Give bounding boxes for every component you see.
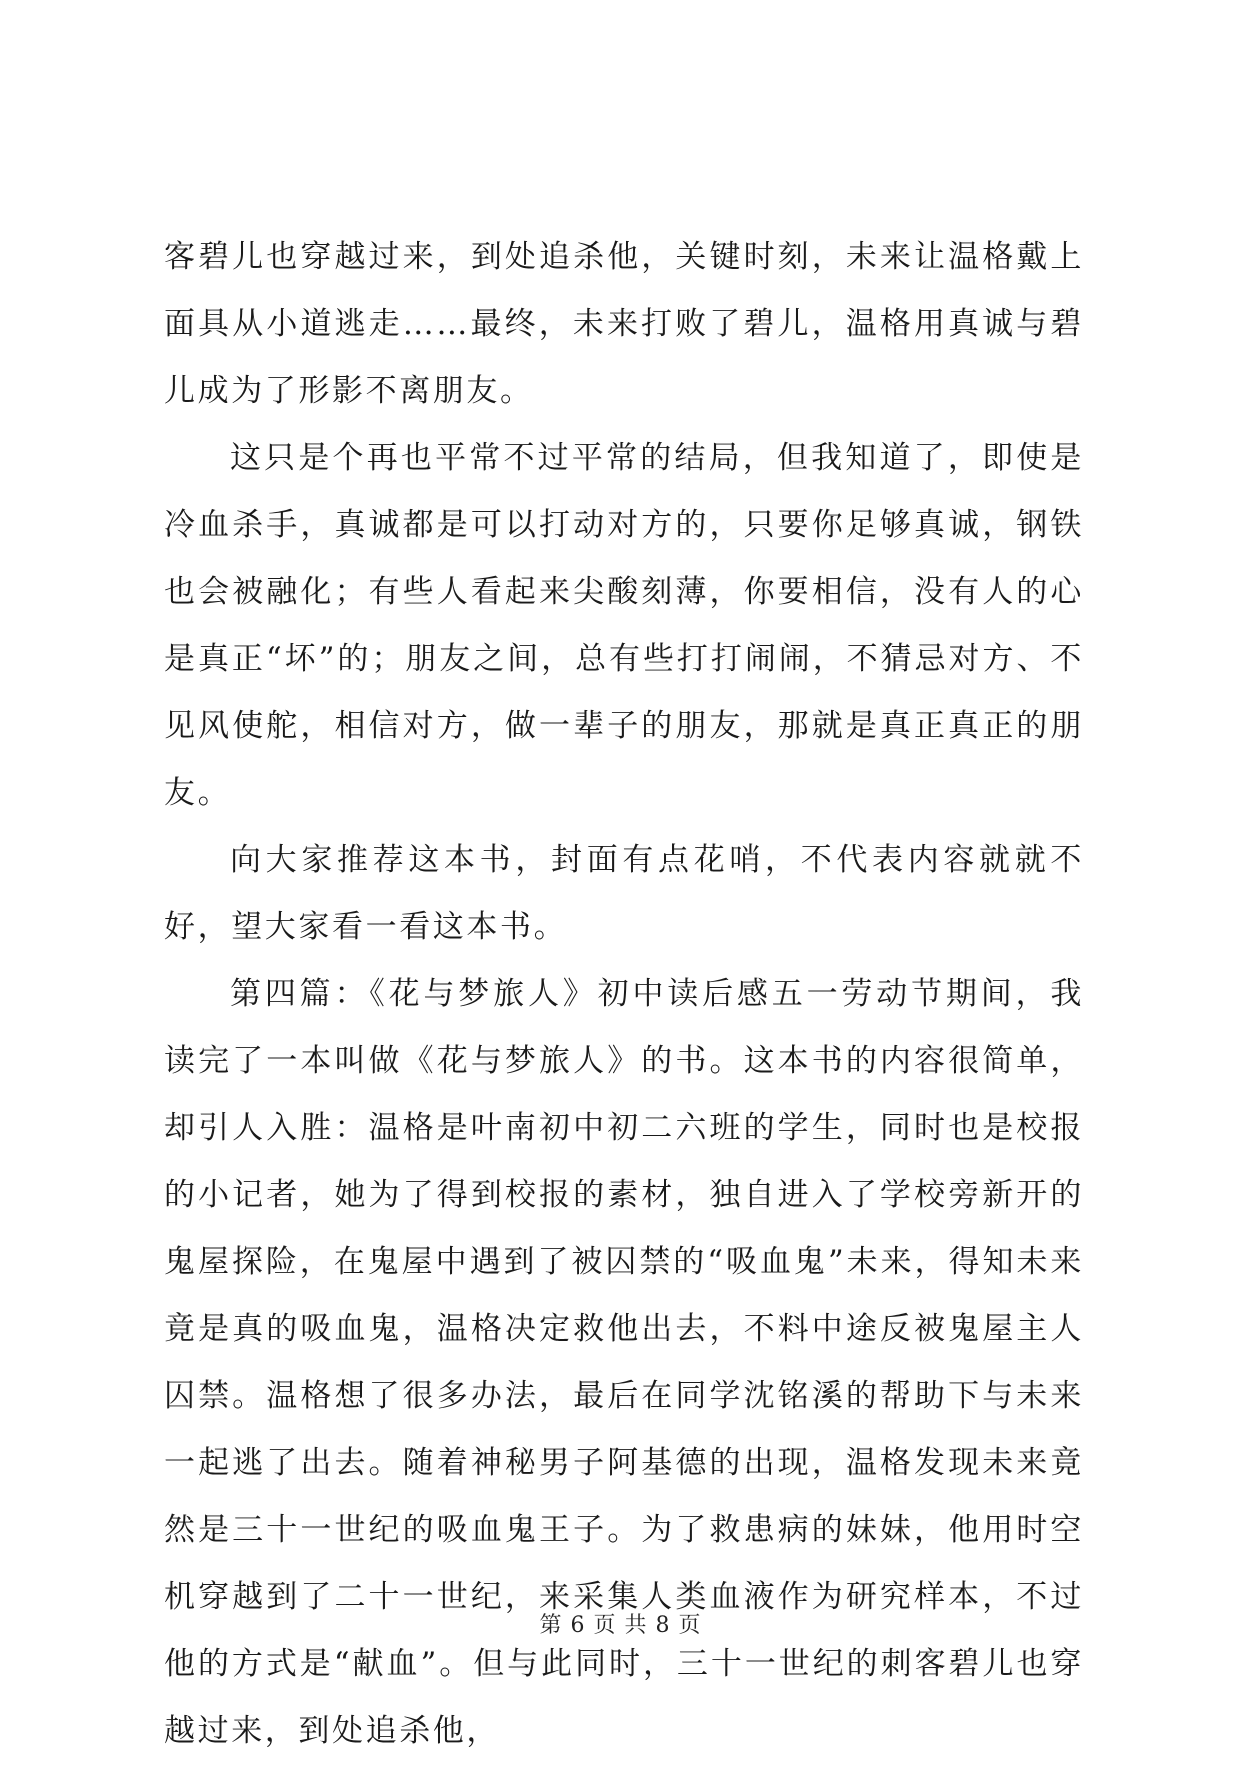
paragraph-recommendation: 向大家推荐这本书，封面有点花哨，不代表内容就就不好，望大家看一看这本书。 (164, 842, 1084, 945)
page-number-footer: 第 6 页 共 8 页 (539, 1613, 702, 1638)
document-body (164, 224, 1084, 1765)
paragraph-fourth-article: 第四篇：《花与梦旅人》初中读后感五一劳动节期间，我读完了一本叫做《花与梦旅人》的书。这本书的内容很简单，却引人入胜：温格是叶南初中初二六班的学生，同时也是校报的小记者，她为了得到校报的素材，独自进入了学校旁新开的鬼屋探险，在鬼屋中遇到了被囚禁的“吸血鬼”未来，得知未来竟是真的吸血鬼，温格决定救他出去，不料中途反被鬼屋主人囚禁。温格想了很多办法，最后在同学沈铭溪的帮助下与未来一起逃了出去。随着神秘男子阿基德的出现，温格发现未来竟然是三十一世纪的吸血鬼王子。为了救患病的妹妹，他用时空机穿越到了二十一世纪，来采集人类血液作为研究样本，不过他的方式是“献血”。但与此同时，三十一世纪的刺客碧儿也穿越过来，到处追杀他， (164, 976, 1084, 1749)
paragraph-continuation: 客碧儿也穿越过来，到处追杀他，关键时刻，未来让温格戴上面具从小道逃走……最终，未来打败了碧儿，温格用真诚与碧儿成为了形影不离朋友。 (164, 239, 1084, 409)
paragraph-reflection: 这只是个再也平常不过平常的结局，但我知道了，即使是冷血杀手，真诚都是可以打动对方的，只要你足够真诚，钢铁也会被融化；有些人看起来尖酸刻薄，你要相信，没有人的心是真正“坏”的；朋友之间，总有些打打闹闹，不猜忌对方、不见风使舵，相信对方，做一辈子的朋友，那就是真正真正的朋友。 (164, 440, 1084, 811)
